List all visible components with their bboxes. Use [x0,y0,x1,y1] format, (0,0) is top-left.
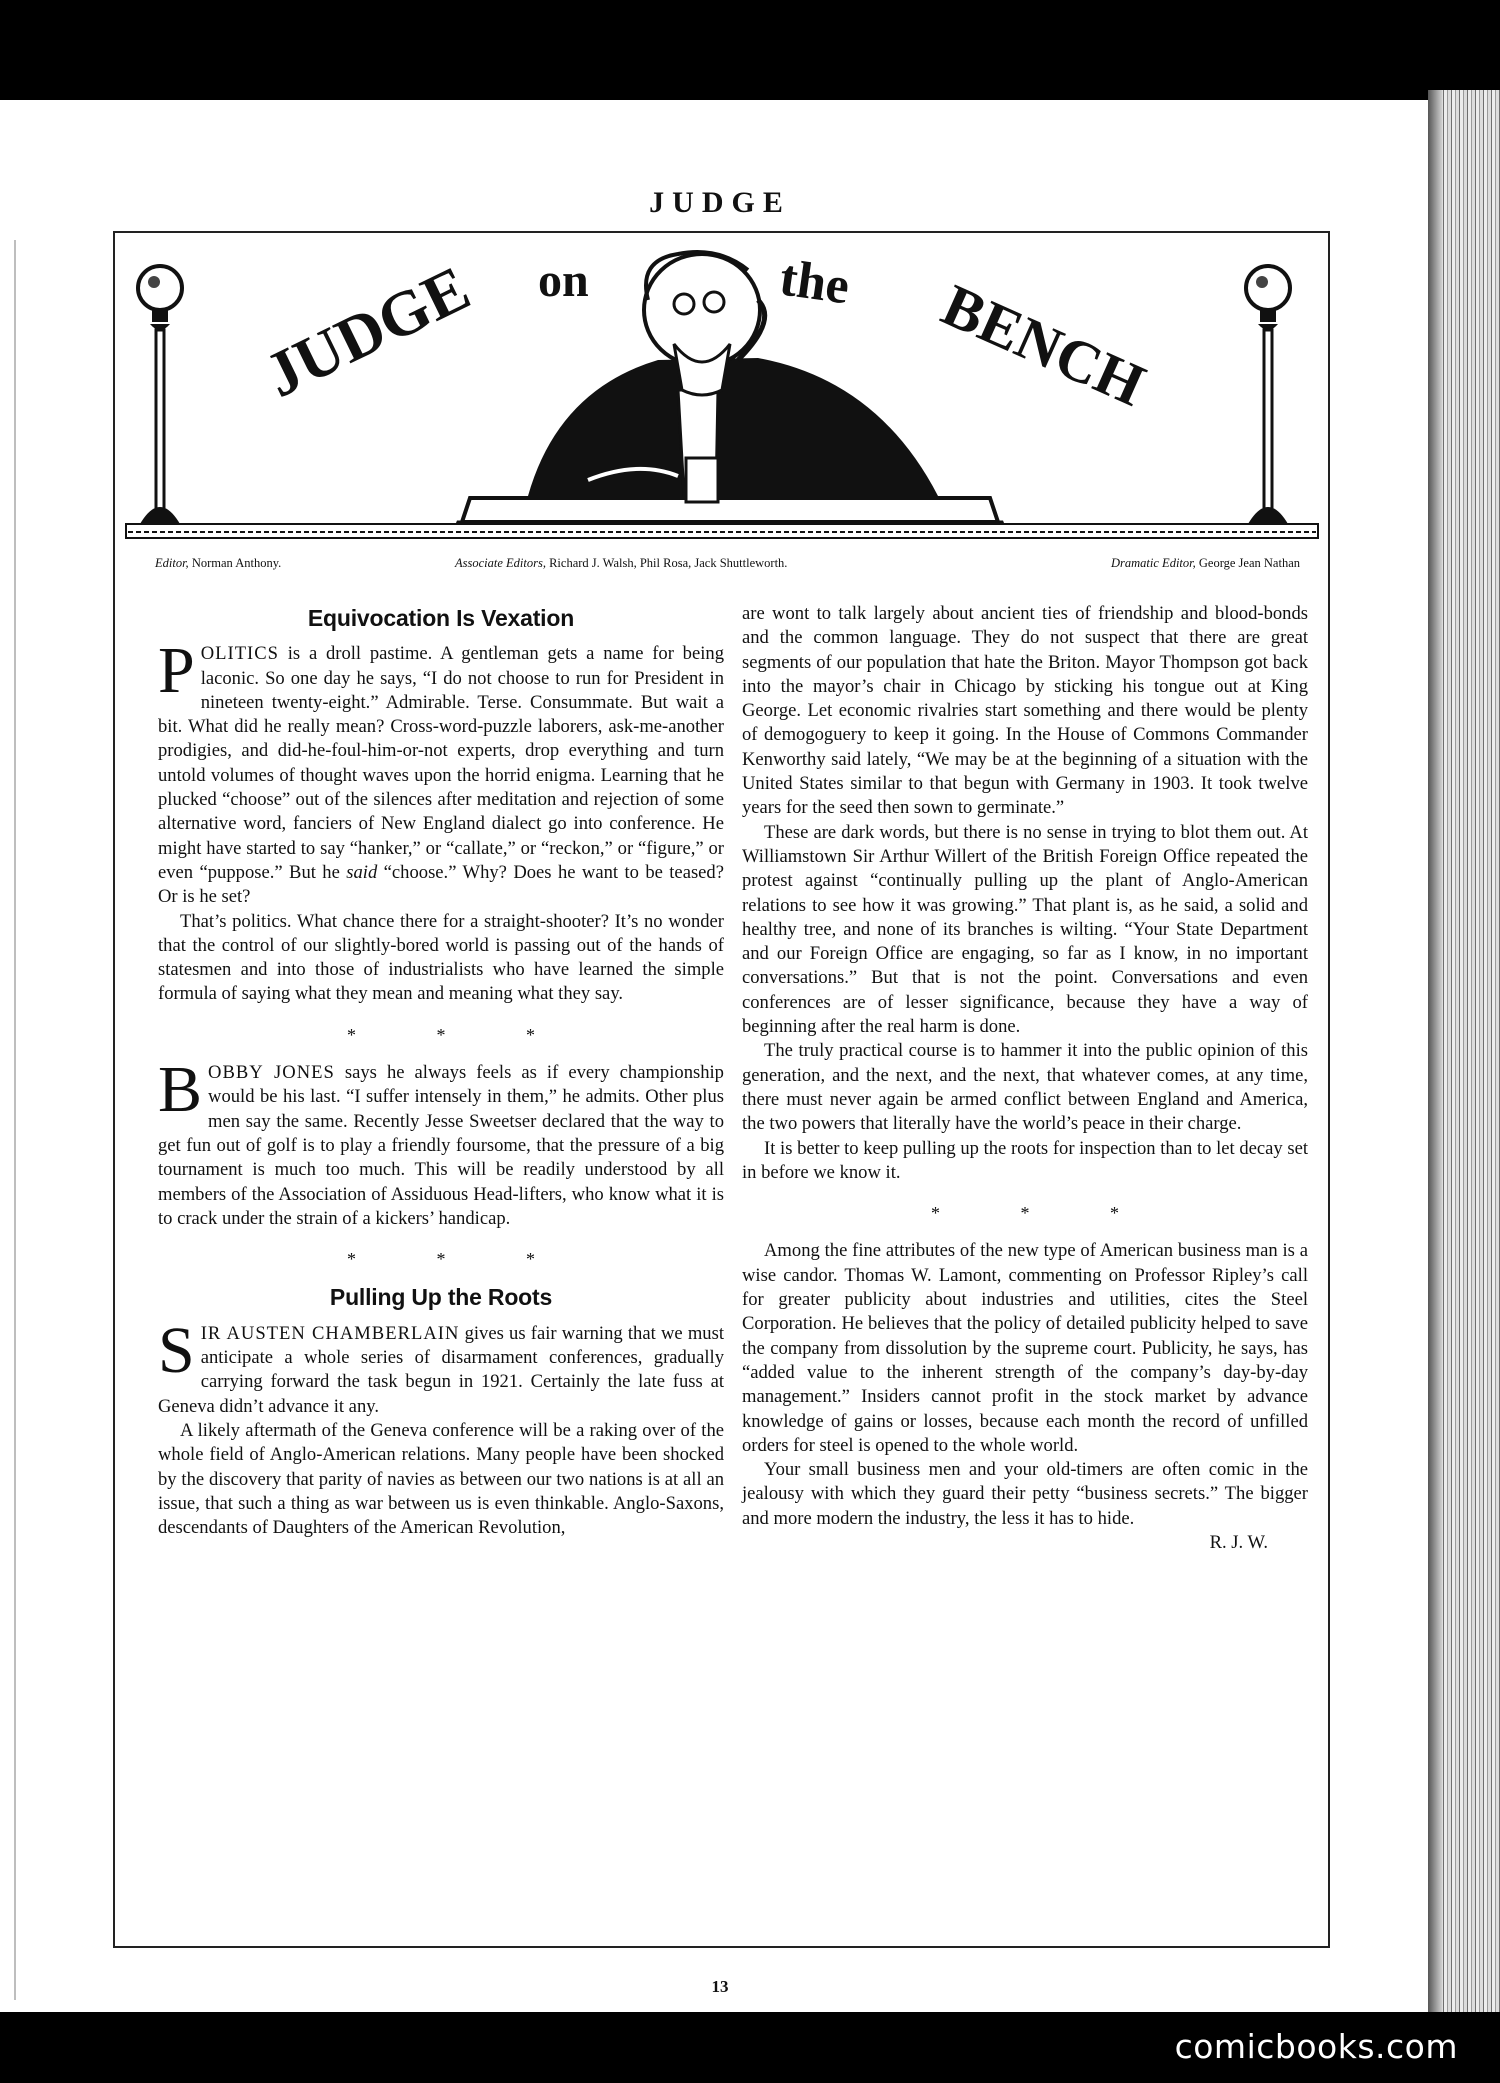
dropcap-p: P [158,634,195,708]
book-spine-shadow [1428,90,1442,2020]
judge-figure-icon [528,252,938,502]
paragraph-geneva-aftermath: A likely aftermath of the Geneva conference will be a raking over of the whole field of Anglo-American relations. Many people have been shocked by the discovery that parity of navies as between our two nations is at all an issue, that such a thing as war between us is even thinkable. Anglo-Saxons, descendants of Daughters of the American Revolution, [158,1419,724,1539]
section-divider-stars: * * * [347,1024,573,1045]
section-divider-stars: * * * [931,1203,1157,1224]
paragraph-small-business: Your small business men and your old-timers are often comic in the jealousy with which they guard their petty “business secrets.” The bigger and more modern the industry, the less it has to hide. [742,1459,1308,1529]
scan-gutter-line [14,240,16,2000]
page-number: 13 [711,1977,729,1996]
heading-equivocation: Equivocation Is Vexation [307,605,575,631]
author-signature: R. J. W. [1209,1531,1268,1553]
masthead-word-bench: BENCH [932,271,1155,419]
right-column [742,602,1308,1555]
scan-border-top [0,0,1500,100]
dropcap-s: S [158,1313,195,1387]
paragraph-practical-course: The truly practical course is to hammer it into the public opinion of this generation, and the next, and the next, that whatever comes, at any time, there must never again be armed conflict between England and America, the two powers that literally have the world’s peace in their charge. [742,1040,1308,1135]
associate-editors-credit: Associate Editors, Richard J. Walsh, Phil Rosa, Jack Shuttleworth. [455,556,788,570]
masthead-credits [155,556,1300,576]
paragraph-thats-politics: That’s politics. What chance there for a straight-shooter? It’s no wonder that the control of our slightly-bored world is passing out of the hands of statesmen and into those of industrialists who have learned the simple formula of saying what they mean and meaning what they say. [158,910,724,1005]
masthead-word-the: the [776,249,853,316]
heading-pulling-up-roots: Pulling Up the Roots [329,1284,553,1311]
paragraph-ancient-ties: are wont to talk largely about ancient ties of friendship and blood-bonds and the common language. They do not suspect that there are great segments of our population that hate the Briton. Mayor Thompson got back into the mayor’s chair in Chicago by sticking his tongue out at King George. Let economic rivalries start something and there would be plenty of demogoguery to keep it going. In the House of Commons Commander Kenworthy said lately, “We may be at the beginning of a situation with the United States similar to that begun with Germany in 1903. It took twelve years for the seed then sown to germinate.” [742,603,1308,819]
paragraph-politics: POLITICS is a droll pastime. A gentleman gets a name for being laconic. So one day he says, “I do not choose to run for President in nineteen twenty-eight.” Admirable. Terse. Consummate. But wait a bit. What did he really mean? Cross-word-puzzle laborers, ask-me-another prodigies, and did-he-foul-him-or-not experts, drop everything and turn untold volumes of thought waves upon the horrid enigma. Learning that he plucked “choose” out of the silences after meditation and rejection of some alternative word, fanciers of New England dialect go into conference. He might have started to say “hanker,” or “callate,” or “reckon,” or “figure,” or even “puppose.” But he said “choose.” Why? Does he want to be teased? Or is he set? [158,634,724,908]
running-head: JUDGE [649,186,791,219]
right-lamp-icon [1246,266,1290,524]
left-column [158,602,724,1540]
masthead-word-judge: JUDGE [254,251,481,411]
paragraph-keep-pulling: It is better to keep pulling up the roots for inspection than to let decay set in before we know it. [742,1137,1308,1183]
left-lamp-icon [138,266,182,524]
paragraph-chamberlain: SIR AUSTEN CHAMBERLAIN gives us fair warning that we must anticipate a whole series of disarmament conferences, gradually carrying forward the task begun in 1921. Certainly the late fuss at Geneva didn’t advance it any. [158,1313,725,1417]
paragraph-dark-words: These are dark words, but there is no sense in trying to blot them out. At Williamstown Sir Arthur Willert of the British Foreign Office repeated the protest against “continually pulling up the plant of Anglo-American relations to see how it was growing.” That plant is, as he said, a solid and healthy tree, and none of its branches is wilting. “Your State Department and our Foreign Office are engaging, so far as I know, in no important conversations.” But that is not the point. Conversations and even conferences are of lesser significance, because they have a way of beginning after the real harm is done. [742,821,1308,1038]
editor-credit: Editor, Norman Anthony. [155,556,282,570]
paragraph-bobby-jones: BOBBY JONES says he always feels as if every championship would be his last. “I suffer intensely in them,” he admits. Other plus men say the same. Recently Jesse Sweetser declared that the way to get fun out of golf is to play a friendly foursome, that the pressure of a big tournament is much too much. This will be readily understood by all members of the Association of Assiduous Head-lifters, who know what it is to crack under the strain of a kickers’ handicap. [158,1053,724,1229]
site-watermark: comicbooks.com [1174,2027,1458,2066]
masthead-illustration [118,240,1326,545]
dropcap-b: B [158,1053,203,1127]
paragraph-business-candor: Among the fine attributes of the new type of American business man is a wise candor. Thomas W. Lamont, commenting on Professor Ripley’s call for greater publicity about industries and utilities, cites the Steel Corporation. He believes that the policy of detailed publicity helped to save the company from dissolution by the supreme court. Publicity, he says, has “added value to the inherent strength of the company’s day-by-day management.” Insiders cannot profit in the stock market by advance knowledge of gains or losses, because each month the record of unfilled orders for steel is opened to the whole world. [742,1240,1308,1456]
dramatic-editor-credit: Dramatic Editor, George Jean Nathan [1111,556,1300,570]
masthead-word-on: on [538,254,589,307]
section-divider-stars: * * * [347,1249,573,1270]
